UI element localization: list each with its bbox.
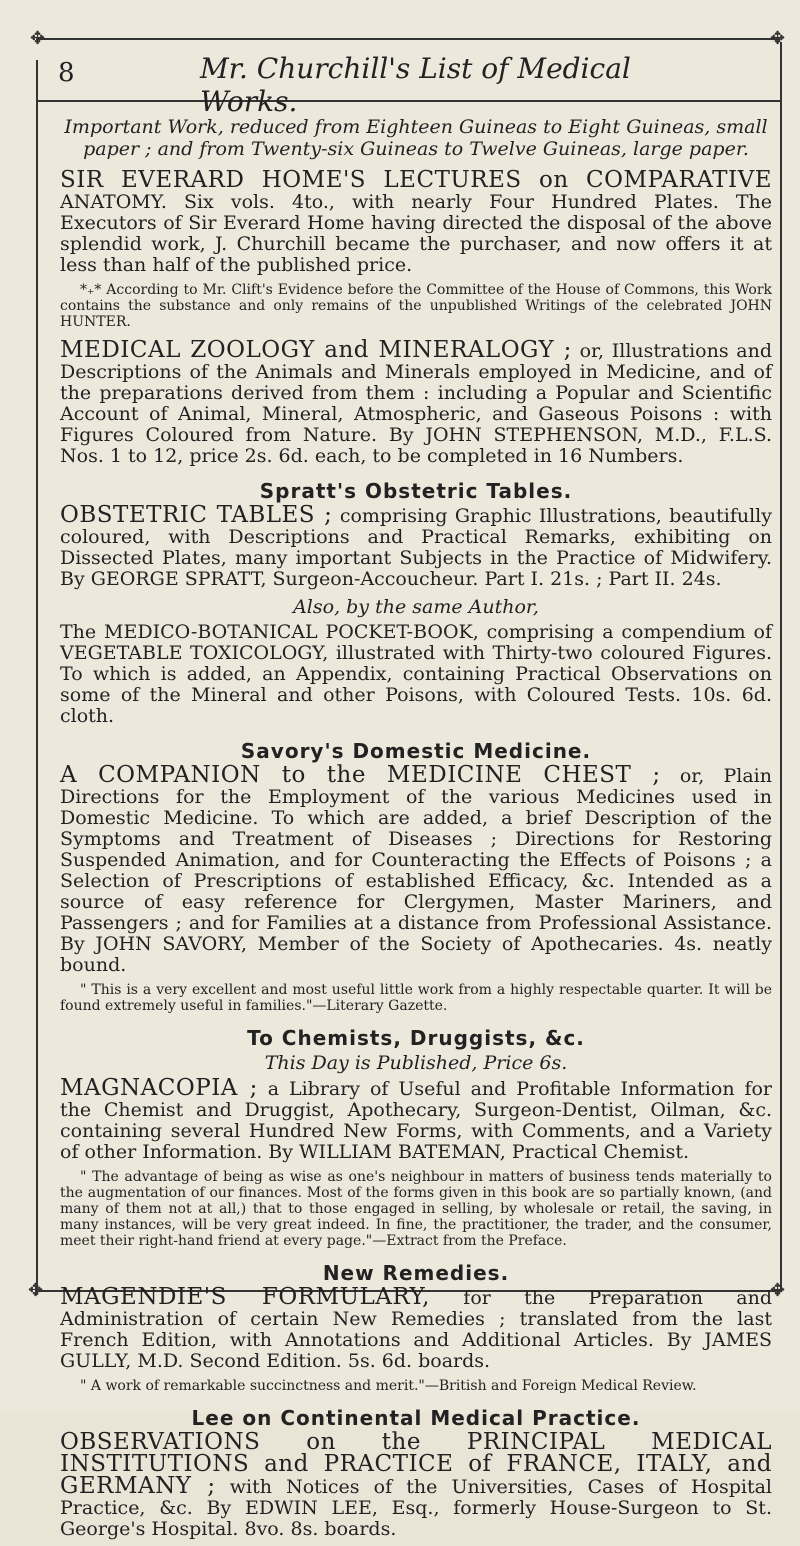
entry-body: or, Illustrations and Descriptions of the Animals and Minerals employed in Medicine, and of the preparations derived from them : including a Popular and Scientific Account of Animal, Mineral, Atmospheric, and Gaseous Poisons : with Figures Coloured from Nature. By JOHN STEPHENSON, M.D., F.L.S. Nos. 1 to 12, price 2s. 6d. each, to be completed in 16 Numbers. — [60, 340, 772, 467]
entry-title: MAGENDIE'S FORMULARY, — [60, 1284, 430, 1310]
section-heading: Savory's Domestic Medicine. — [240, 739, 592, 763]
entry-title: SIR EVERARD HOME'S LECTURES on COMPARATIVE — [60, 167, 772, 193]
corner-ornament-icon: ✥ — [30, 28, 46, 49]
entry-body: with Notices of the Universities, Cases of Hospital Practice, &c. By EDWIN LEE, Esq., formerly House-Surgeon to St. George's Hospital. 8vo. 8s. boards. — [60, 1476, 772, 1540]
entry-title: MAGNACOPIA ; — [60, 1075, 258, 1101]
entry-body: for the Preparation and Administration of certain New Remedies ; translated from the last French Edition, with Annotations and Additional Articles. By JAMES GULLY, M.D. Second Edition. 5s. 6d. boards. — [60, 1287, 772, 1372]
section-heading: New Remedies. — [322, 1261, 510, 1285]
top-rule — [36, 38, 780, 40]
corner-ornament-icon: ✥ — [28, 1280, 44, 1301]
intro-text: Important Work, reduced from Eighteen Guineas to Eight Guineas, small paper ; and from Twenty-six Guineas to Twelve Guineas, large paper. — [64, 116, 768, 160]
section-subline: Also, by the same Author, — [293, 596, 539, 618]
entry-title: MEDICAL ZOOLOGY and MINERALOGY ; — [60, 337, 572, 363]
page-number: 8 — [58, 58, 75, 88]
entry-note: " The advantage of being as wise as one's neighbour in matters of business tends materially to the augmentation of our finances. Most of the forms given in this book are so partially known, (and many of them not at all,) that to those engaged in selling, by wholesale or retail, the saving, in many instances, will be very great indeed. In fine, the practitioner, the trader, and the consumer, meet their right-hand friend at every page."—Extract from the Preface. — [60, 1169, 772, 1249]
section-remedies — [60, 1261, 772, 1394]
section-heading: Lee on Continental Medical Practice. — [191, 1406, 641, 1430]
entry-body: ANATOMY. Six vols. 4to., with nearly Four Hundred Plates. The Executors of Sir Everard Home having directed the disposal of the above splendid work, J. Churchill became the purchaser, and now offers it at less than half of the published price. — [60, 191, 772, 276]
entry-home-lectures — [60, 167, 772, 330]
catalog-content — [60, 110, 772, 1546]
entry-note: " A work of remarkable succinctness and merit."—British and Foreign Medical Review. — [80, 1378, 697, 1394]
entry-body: or, Plain Directions for the Employment of the various Medicines used in Domestic Medicine. To which are added, a brief Description of the Symptoms and Treatment of Diseases ; Directions for Restoring Suspended Animation, and for Counteracting the Effects of Poisons ; a Selection of Prescriptions of established Efficacy, &c. Intended as a source of easy reference for Clergymen, Master Mariners, and Passengers ; and for Families at a distance from Professional Assistance. By JOHN SAVORY, Member of the Society of Apothecaries. 4s. neatly bound. — [60, 765, 772, 976]
section-lee — [60, 1406, 772, 1540]
entry-body-secondary: The MEDICO-BOTANICAL POCKET-BOOK, comprising a compendium of VEGETABLE TOXICOLOGY, illustrated with Thirty-two coloured Figures. To which is added, an Appendix, containing Practical Observations on some of the Mineral and other Poisons, with Coloured Tests. 10s. 6d. cloth. — [60, 621, 772, 727]
section-spratt — [60, 479, 772, 727]
entry-title: A COMPANION to the MEDICINE CHEST ; — [60, 762, 661, 788]
section-chemists — [60, 1026, 772, 1249]
left-border — [36, 60, 38, 1295]
corner-ornament-icon: ✥ — [770, 28, 786, 49]
corner-ornament-icon: ✥ — [770, 1280, 786, 1301]
section-subline: This Day is Published, Price 6s. — [264, 1052, 568, 1074]
entry-body: comprising Graphic Illustrations, beautifully coloured, with Descriptions and Practical Remarks, exhibiting on Dissected Plates, many important Subjects in the Practice of Midwifery. By GEORGE SPRATT, Surgeon-Accoucheur. Part I. 21s. ; Part II. 24s. — [60, 505, 772, 590]
section-heading: To Chemists, Druggists, &c. — [247, 1026, 585, 1050]
entry-title: OBSTETRIC TABLES ; — [60, 502, 333, 528]
section-savory — [60, 739, 772, 1014]
entry-note: *₊* According to Mr. Clift's Evidence before the Committee of the House of Commons, this Work contains the substance and only remains of the unpublished Writings of the celebrated JOHN HUNTER. — [60, 282, 772, 330]
section-heading: Spratt's Obstetric Tables. — [259, 479, 573, 503]
page-title: Mr. Churchill's List of Medical Works. — [200, 52, 631, 118]
entry-title: OBSERVATIONS on the PRINCIPAL MEDICAL INSTITUTIONS and PRACTICE of FRANCE, ITALY, and GERMANY ; — [60, 1429, 772, 1499]
entry-note: " This is a very excellent and most useful little work from a highly respectable quarter. It will be found extremely useful in families."—Literary Gazette. — [60, 982, 772, 1014]
entry-body: a Library of Useful and Profitable Information for the Chemist and Druggist, Apothecary, Surgeon-Dentist, Oilman, &c. containing several Hundred New Forms, with Comments, and a Variety of other Information. By WILLIAM BATEMAN, Practical Chemist. — [60, 1078, 773, 1163]
entry-medical-zoology — [60, 337, 772, 467]
right-border — [780, 42, 782, 1292]
